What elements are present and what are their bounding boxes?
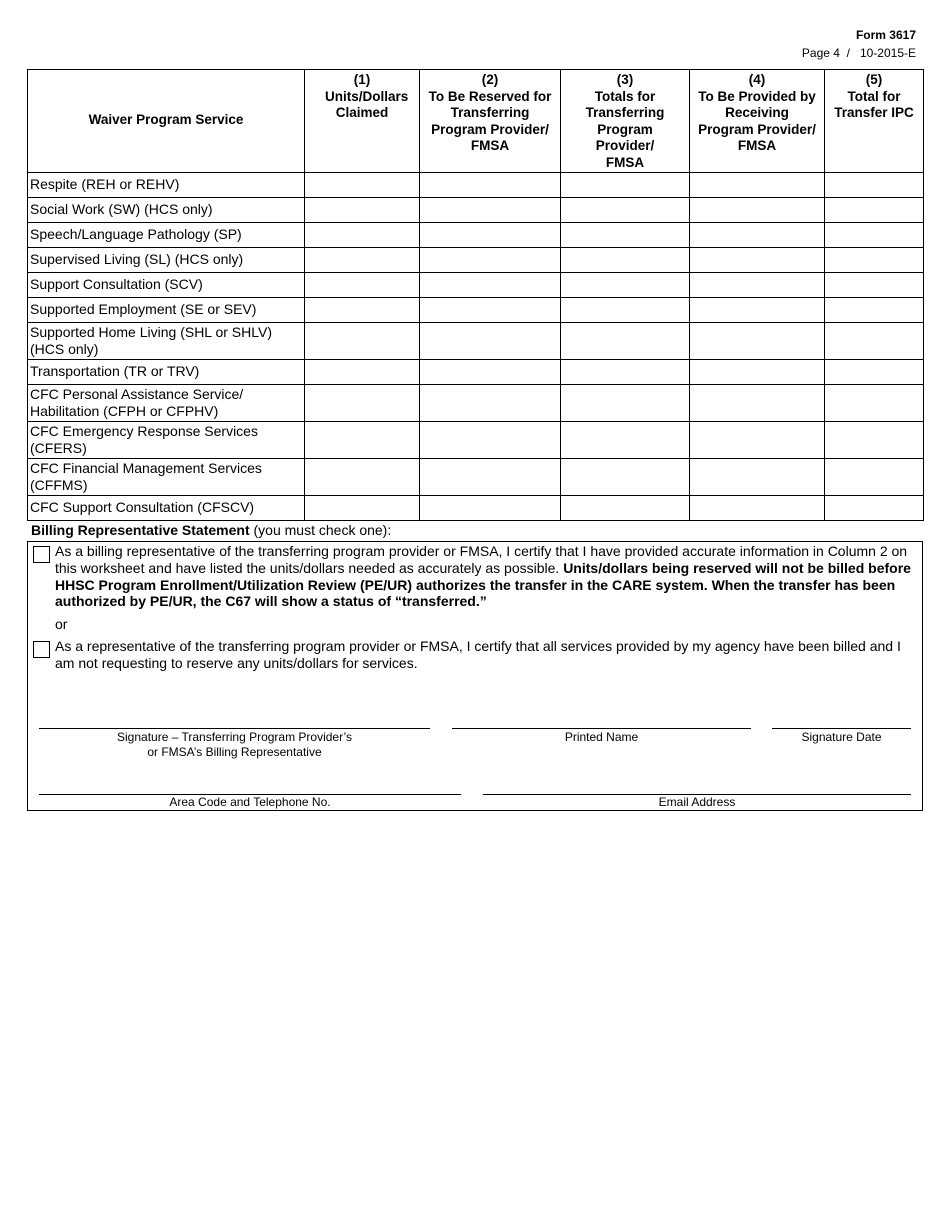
cell-col2[interactable] bbox=[420, 297, 561, 322]
table-header-row bbox=[28, 70, 924, 173]
cell-col2[interactable] bbox=[420, 421, 561, 458]
signature-date-label: Signature Date bbox=[801, 730, 882, 744]
table-row bbox=[28, 222, 924, 247]
service-name: CFC Support Consultation (CFSCV) bbox=[28, 495, 305, 520]
cell-col1[interactable] bbox=[305, 172, 420, 197]
printed-name-label: Printed Name bbox=[564, 730, 639, 744]
table-row bbox=[28, 272, 924, 297]
cell-col5[interactable] bbox=[825, 359, 924, 384]
statement-title-rest: (you must check one): bbox=[249, 522, 392, 538]
cell-col5[interactable] bbox=[825, 272, 924, 297]
table-row bbox=[28, 322, 924, 359]
cell-col2[interactable] bbox=[420, 458, 561, 495]
service-name: Social Work (SW) (HCS only) bbox=[28, 197, 305, 222]
form-number: Form 3617 bbox=[855, 28, 916, 42]
cell-col5[interactable] bbox=[825, 495, 924, 520]
cell-col4[interactable] bbox=[690, 297, 825, 322]
cell-col1[interactable] bbox=[305, 322, 420, 359]
option2-text: As a representative of the transferring program provider or FMSA, I certify that all services provided by my agency have been billed and I am not requesting to reserve any units/dollars for services. bbox=[55, 638, 901, 671]
cell-col3[interactable] bbox=[561, 359, 690, 384]
signature-date-line[interactable] bbox=[772, 728, 911, 729]
cell-col5[interactable] bbox=[825, 247, 924, 272]
cell-col2[interactable] bbox=[420, 247, 561, 272]
service-name: Supported Employment (SE or SEV) bbox=[28, 297, 305, 322]
cell-col5[interactable] bbox=[825, 421, 924, 458]
cell-col1[interactable] bbox=[305, 197, 420, 222]
cell-col1[interactable] bbox=[305, 247, 420, 272]
cell-col4[interactable] bbox=[690, 359, 825, 384]
waiver-services-table bbox=[27, 69, 924, 521]
cell-col1[interactable] bbox=[305, 359, 420, 384]
statement-title bbox=[31, 522, 391, 538]
col-header-1: (1) Units/Dollars Claimed bbox=[305, 70, 420, 173]
cell-col3[interactable] bbox=[561, 197, 690, 222]
cell-col3[interactable] bbox=[561, 322, 690, 359]
cell-col5[interactable] bbox=[825, 458, 924, 495]
cell-col1[interactable] bbox=[305, 421, 420, 458]
cell-col2[interactable] bbox=[420, 197, 561, 222]
cell-col5[interactable] bbox=[825, 222, 924, 247]
service-name: CFC Emergency Response Services (CFERS) bbox=[28, 421, 305, 458]
service-name: CFC Financial Management Services (CFFMS) bbox=[28, 458, 305, 495]
cell-col3[interactable] bbox=[561, 384, 690, 421]
cell-col1[interactable] bbox=[305, 384, 420, 421]
table-row bbox=[28, 359, 924, 384]
signature-label: Signature – Transferring Program Provider’s or FMSA’s Billing Representative bbox=[117, 730, 352, 759]
service-name: CFC Personal Assistance Service/ Habilitation (CFPH or CFPHV) bbox=[28, 384, 305, 421]
table-row bbox=[28, 458, 924, 495]
table-row bbox=[28, 197, 924, 222]
cell-col2[interactable] bbox=[420, 495, 561, 520]
table-row bbox=[28, 247, 924, 272]
cell-col1[interactable] bbox=[305, 297, 420, 322]
cell-col3[interactable] bbox=[561, 297, 690, 322]
table-row bbox=[28, 384, 924, 421]
cell-col1[interactable] bbox=[305, 222, 420, 247]
cell-col3[interactable] bbox=[561, 222, 690, 247]
cell-col4[interactable] bbox=[690, 222, 825, 247]
col-header-service: Waiver Program Service bbox=[28, 70, 305, 173]
phone-label: Area Code and Telephone No. bbox=[169, 795, 331, 809]
page-info: Page 4 / 10-2015-E bbox=[801, 46, 916, 60]
table-row bbox=[28, 297, 924, 322]
table-row bbox=[28, 495, 924, 520]
service-name: Transportation (TR or TRV) bbox=[28, 359, 305, 384]
table-row bbox=[28, 421, 924, 458]
cell-col4[interactable] bbox=[690, 495, 825, 520]
cell-col5[interactable] bbox=[825, 172, 924, 197]
cell-col3[interactable] bbox=[561, 247, 690, 272]
statement-box bbox=[27, 541, 923, 811]
col-header-3: (3) Totals for Transferring Program Provider/ FMSA bbox=[561, 70, 690, 173]
service-name: Support Consultation (SCV) bbox=[28, 272, 305, 297]
cell-col2[interactable] bbox=[420, 322, 561, 359]
cell-col5[interactable] bbox=[825, 197, 924, 222]
cell-col2[interactable] bbox=[420, 359, 561, 384]
cell-col1[interactable] bbox=[305, 495, 420, 520]
cell-col4[interactable] bbox=[690, 384, 825, 421]
or-text: or bbox=[55, 616, 68, 632]
table-row bbox=[28, 172, 924, 197]
service-name: Respite (REH or REHV) bbox=[28, 172, 305, 197]
cell-col3[interactable] bbox=[561, 421, 690, 458]
cell-col1[interactable] bbox=[305, 458, 420, 495]
service-name: Speech/Language Pathology (SP) bbox=[28, 222, 305, 247]
option1-checkbox[interactable] bbox=[33, 546, 50, 563]
signature-line[interactable] bbox=[39, 728, 430, 729]
service-name: Supported Home Living (SHL or SHLV) (HCS only) bbox=[28, 322, 305, 359]
statement-title-bold: Billing Representative Statement bbox=[31, 522, 250, 538]
email-label: Email Address bbox=[658, 795, 736, 809]
cell-col2[interactable] bbox=[420, 172, 561, 197]
cell-col4[interactable] bbox=[690, 322, 825, 359]
cell-col2[interactable] bbox=[420, 384, 561, 421]
cell-col4[interactable] bbox=[690, 197, 825, 222]
service-name: Supervised Living (SL) (HCS only) bbox=[28, 247, 305, 272]
cell-col4[interactable] bbox=[690, 172, 825, 197]
cell-col3[interactable] bbox=[561, 495, 690, 520]
col-header-2: (2) To Be Reserved for Transferring Program Provider/ FMSA bbox=[420, 70, 561, 173]
cell-col3[interactable] bbox=[561, 458, 690, 495]
cell-col4[interactable] bbox=[690, 247, 825, 272]
cell-col3[interactable] bbox=[561, 172, 690, 197]
cell-col2[interactable] bbox=[420, 222, 561, 247]
printed-name-line[interactable] bbox=[452, 728, 751, 729]
cell-col4[interactable] bbox=[690, 272, 825, 297]
cell-col4[interactable] bbox=[690, 421, 825, 458]
cell-col1[interactable] bbox=[305, 272, 420, 297]
cell-col2[interactable] bbox=[420, 272, 561, 297]
cell-col5[interactable] bbox=[825, 384, 924, 421]
option2-checkbox[interactable] bbox=[33, 641, 50, 658]
col-header-4: (4) To Be Provided by Receiving Program Provider/ FMSA bbox=[690, 70, 825, 173]
cell-col4[interactable] bbox=[690, 458, 825, 495]
cell-col3[interactable] bbox=[561, 272, 690, 297]
cell-col5[interactable] bbox=[825, 322, 924, 359]
col-header-5: (5) Total for Transfer IPC bbox=[825, 70, 924, 173]
cell-col5[interactable] bbox=[825, 297, 924, 322]
option1-text: As a billing representative of the transferring program provider or FMSA, I certify that I have provided accurate information in Column 2 on this worksheet and have listed the units/dollars needed as accurately as possible. Units/dollars being reserved will not be billed before HHSC Program Enrollment/Utilization Review (PE/UR) authorizes the transfer in the CARE system. When the transfer has been authorized by PE/UR, the C67 will show a status of “transferred.” bbox=[55, 543, 911, 610]
form-header bbox=[802, 27, 916, 61]
